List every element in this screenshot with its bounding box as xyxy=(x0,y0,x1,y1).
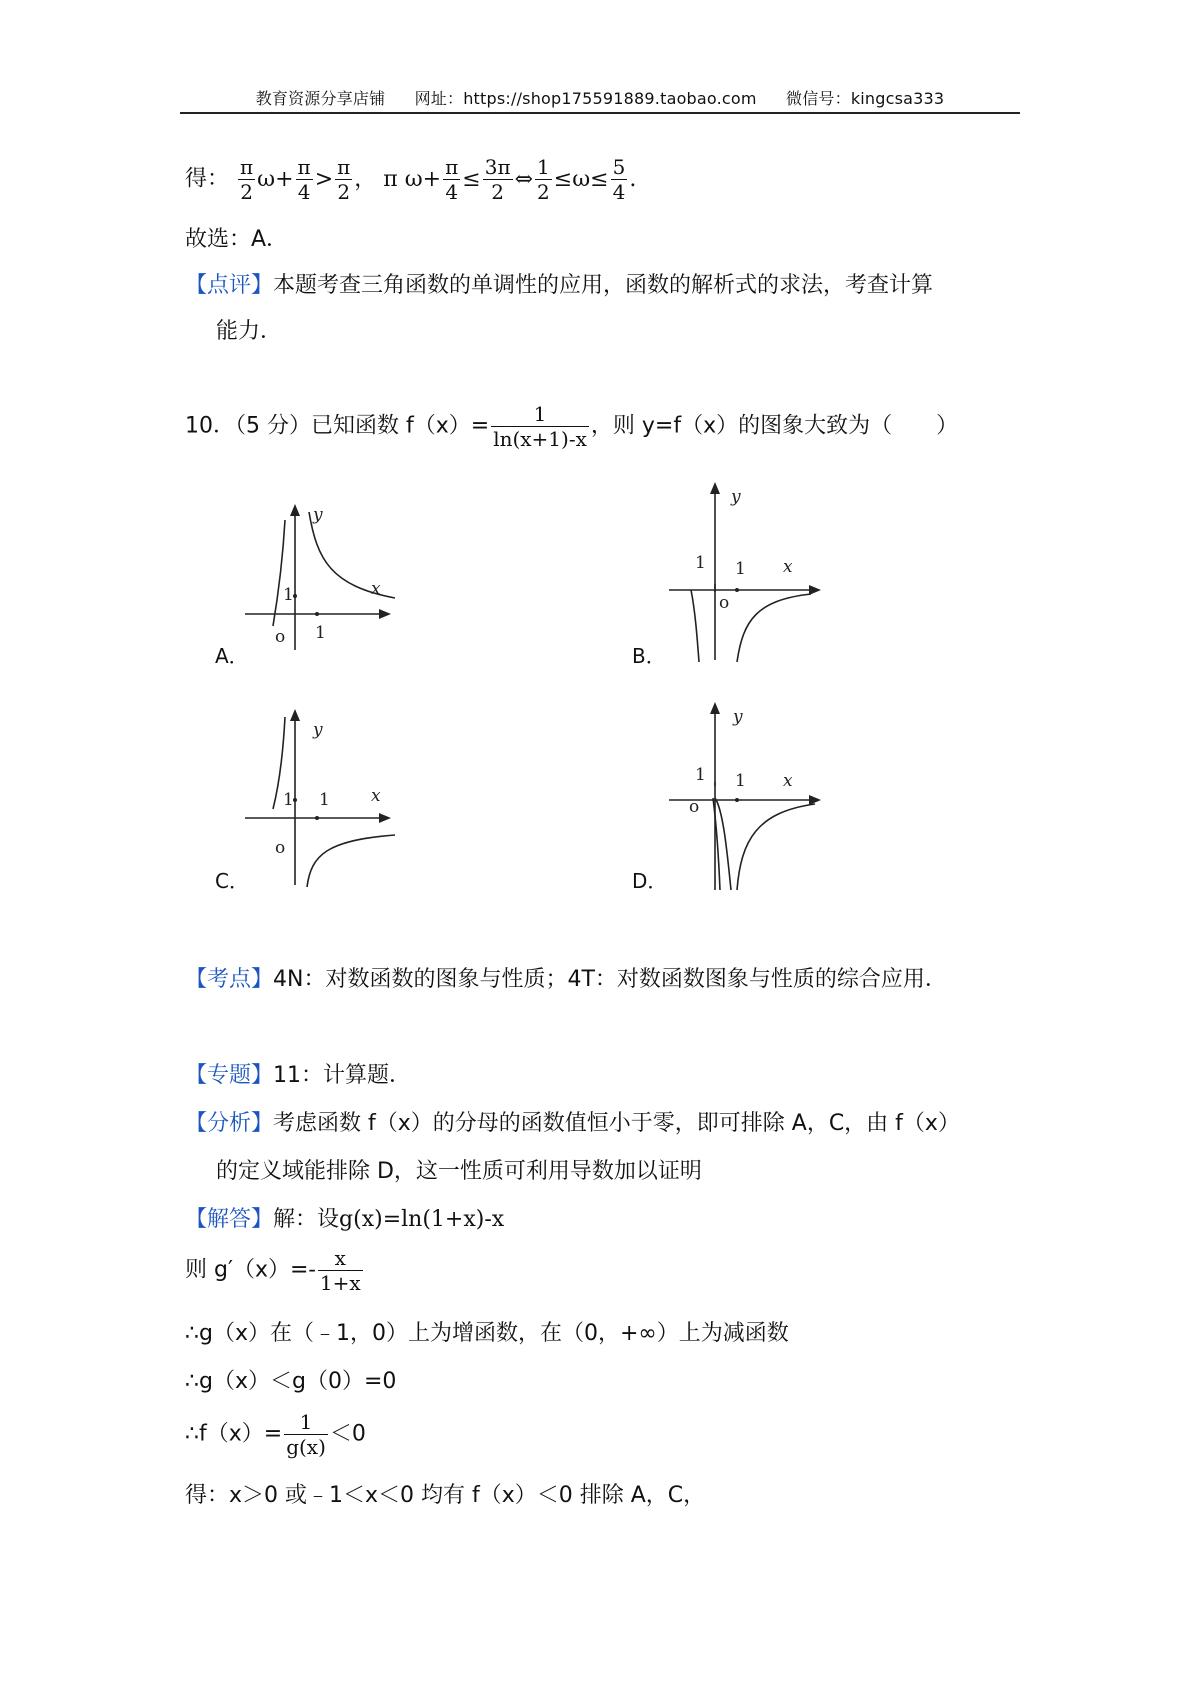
step-2: ∴g（x）＜g（0）=0 xyxy=(185,1369,397,1394)
svg-text:o: o xyxy=(719,593,730,613)
svg-text:1: 1 xyxy=(695,765,706,785)
kaodian-text: 4N：对数函数的图象与性质；4T：对数函数图象与性质的综合应用． xyxy=(273,967,947,992)
option-a-label[interactable]: A． xyxy=(215,644,249,668)
svg-text:o: o xyxy=(275,627,286,647)
jieda-line: 【解答】解：设g(x)=ln(1+x)-x xyxy=(185,1207,505,1232)
fenxi-line xyxy=(185,1106,960,1137)
fenxi-line-2: 的定义域能排除 D，这一性质可利用导数加以证明 xyxy=(216,1159,702,1184)
step-3: ∴f（x）= $\frac{1}{g(x)}$ ＜0 xyxy=(185,1410,366,1459)
jieda-tag: 【解答】 xyxy=(185,1207,274,1232)
zhuanti-line xyxy=(185,1058,411,1089)
review-text: 本题考查三角函数的单调性的应用，函数的解析式的求法，考查计算 xyxy=(273,273,934,298)
svg-text:1: 1 xyxy=(315,623,326,643)
svg-text:1: 1 xyxy=(735,771,746,791)
svg-text:y: y xyxy=(313,720,323,740)
svg-text:1: 1 xyxy=(319,790,330,810)
svg-text:o: o xyxy=(689,797,700,817)
svg-text:1: 1 xyxy=(695,553,706,573)
svg-text:x: x xyxy=(783,771,793,791)
fenxi-tag: 【分析】 xyxy=(185,1111,274,1136)
header-rule xyxy=(180,112,1020,114)
step-4: 得：x＞0 或﹣1＜x＜0 均有 f（x）＜0 排除 A，C， xyxy=(185,1483,706,1508)
g-definition: g(x)=ln(1+x)-x xyxy=(339,1207,505,1232)
kaodian-line xyxy=(185,962,947,993)
option-b-label[interactable]: B． xyxy=(632,644,666,668)
question-stem xyxy=(185,402,958,451)
svg-text:x: x xyxy=(371,579,381,599)
shop-url: 网址：https://shop175591889.taobao.com xyxy=(414,89,757,108)
kaodian-tag: 【考点】 xyxy=(185,967,274,992)
step-1: ∴g（x）在（﹣1，0）上为增函数，在（0，+∞）上为减函数 xyxy=(185,1321,789,1346)
svg-text:x: x xyxy=(783,557,793,577)
graph-c xyxy=(245,705,445,885)
question-tail: ，则 y=f（x）的图象大致为（ ） xyxy=(590,413,959,439)
svg-text:y: y xyxy=(313,505,323,525)
derivative-fraction: $\frac{x}{1+x}$ xyxy=(319,1246,361,1295)
fenxi-text: 考虑函数 f（x）的分母的函数值恒小于零，即可排除 A，C，由 f（x） xyxy=(273,1111,960,1136)
svg-text:x: x xyxy=(371,786,381,806)
review-tag: 【点评】 xyxy=(185,273,274,298)
prev-inequality-line: 得： $\frac{\pi}{2}$ ω+ $\frac{\pi}{4}$ > $\frac{\pi}{2}$ ， π ω+ $\frac{\pi}{4}$ ≤ $\frac{3\pi}{2}$ ⇔ $\frac{1}{2}$ ≤ω≤ $\frac{5}{4}$ . xyxy=(185,155,637,204)
svg-text:y: y xyxy=(733,707,743,727)
question-number: 10．（5 分）已知函数 f（x）= xyxy=(185,413,490,439)
svg-text:o: o xyxy=(275,838,286,858)
review-line-2: 能力． xyxy=(216,319,283,344)
page-header xyxy=(180,86,1020,109)
review-line xyxy=(185,268,933,299)
shop-name: 教育资源分享店铺 xyxy=(255,89,386,108)
graph-d xyxy=(665,700,865,890)
svg-text:y: y xyxy=(731,487,741,507)
option-c-label[interactable]: C． xyxy=(215,869,249,893)
question-fraction: $\frac{1}{\ln(x+1)-x}$ xyxy=(493,402,587,451)
option-d-label[interactable]: D． xyxy=(632,869,668,893)
graph-b xyxy=(665,480,865,660)
svg-text:1: 1 xyxy=(283,585,294,605)
svg-text:1: 1 xyxy=(735,559,746,579)
wechat-id: 微信号：kingcsa333 xyxy=(786,89,945,108)
f-fraction: $\frac{1}{g(x)}$ xyxy=(286,1410,326,1459)
graph-a xyxy=(245,500,445,660)
zhuanti-tag: 【专题】 xyxy=(185,1063,274,1088)
svg-text:1: 1 xyxy=(283,790,294,810)
prev-conclusion: 故选：A． xyxy=(185,227,289,252)
derivative-line: 则 g′（x）=- $\frac{x}{1+x}$ xyxy=(185,1246,361,1295)
zhuanti-text: 11：计算题． xyxy=(273,1063,412,1088)
